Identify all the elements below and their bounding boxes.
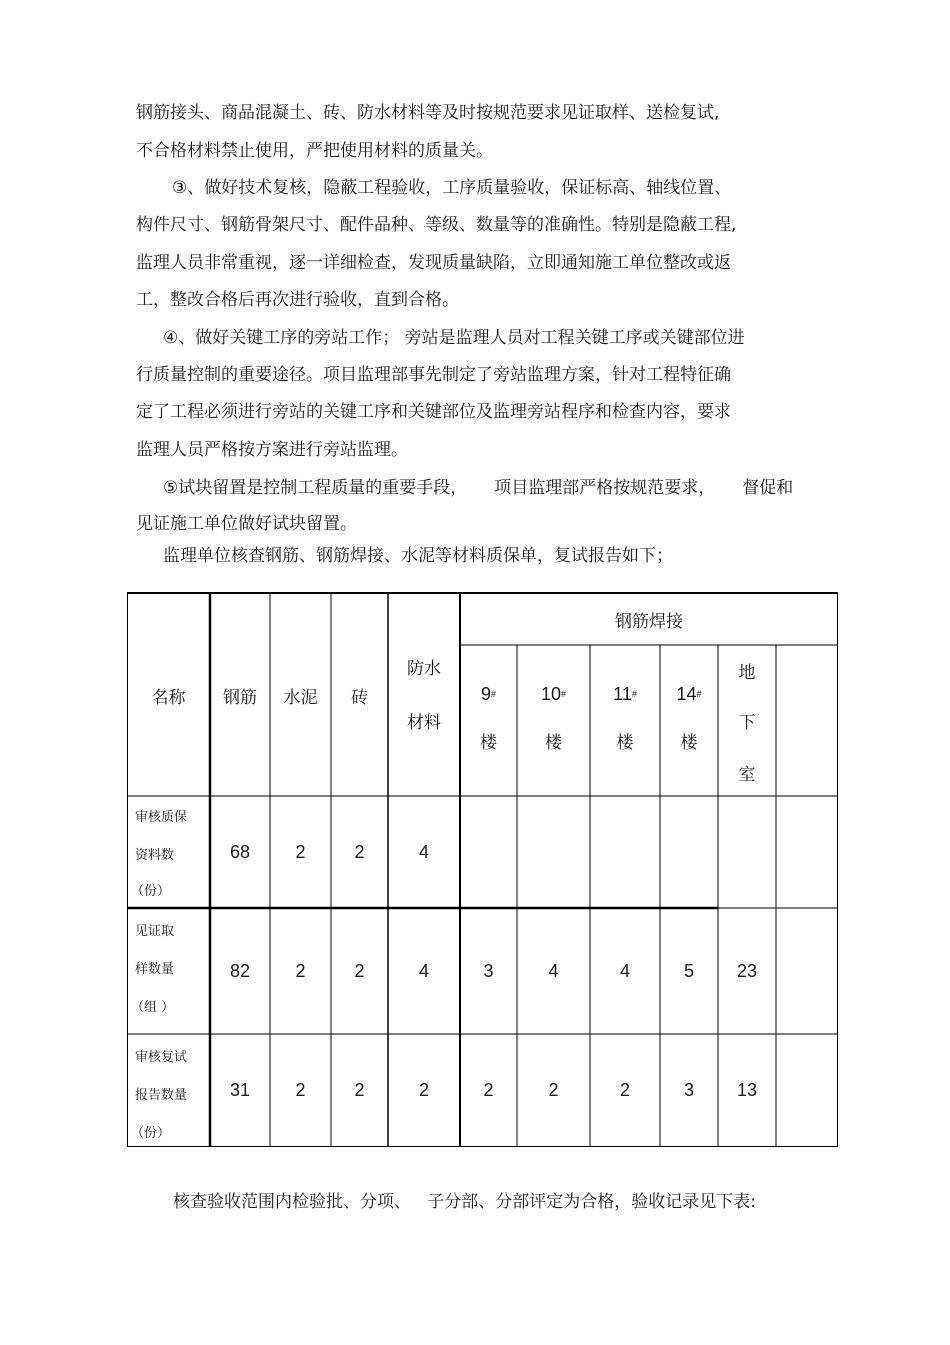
row1-label-line3: （份）: [131, 884, 171, 899]
header-welding: 钢筋焊接: [615, 611, 683, 632]
row1-brick: 2: [354, 841, 365, 862]
row2-building-14: 5: [683, 960, 694, 981]
header-building-14-lou: 楼: [680, 732, 698, 753]
paragraph-line: 定了工程必须进行旁站的关键工序和关键部位及监理旁站程序和检查内容，要求: [136, 402, 731, 422]
row2-waterproof: 4: [418, 960, 429, 981]
header-building-11: 11 #: [613, 683, 637, 704]
row3-cement: 2: [295, 1080, 306, 1100]
paragraph-line: 核查验收范围内检验批、分项、 子分部、分部评定为合格，验收记录见下表:: [173, 1192, 756, 1212]
header-cement: 水泥: [283, 687, 318, 708]
paragraph-line: ③、做好技术复核，隐蔽工程验收，工序质量验收，保证标高、轴线位置、: [172, 178, 732, 198]
header-building-10-lou: 楼: [545, 732, 562, 753]
header-name: 名称: [151, 687, 186, 708]
header-basement-line1: 地: [738, 662, 756, 683]
row1-cement: 2: [295, 841, 306, 862]
row2-building-11: 4: [619, 960, 630, 981]
paragraph-line: 见证施工单位做好试块留置。: [136, 514, 357, 534]
row3-building-11: 2: [619, 1080, 630, 1100]
header-waterproof-line2: 材料: [407, 712, 441, 733]
row1-label-line1: 审核质保: [135, 810, 188, 825]
row3-label-line1: 审核复试: [135, 1050, 188, 1065]
paragraph-line: ④、做好关键工序的旁站工作； 旁站是监理人员对工程关键工序或关键部位进: [163, 328, 745, 348]
paragraph-line: 监理人员严格按方案进行旁站监理。: [136, 440, 408, 460]
row3-building-9: 2: [483, 1080, 494, 1100]
header-building-10: 10 #: [540, 683, 567, 704]
row3-rebar: 31: [229, 1080, 251, 1100]
row2-cement: 2: [295, 960, 306, 981]
paragraph-line: 构件尺寸、钢筋骨架尺寸、配件品种、等级、数量等的准确性。特别是隐蔽工程,: [136, 215, 737, 235]
row1-label-line2: 资料数: [135, 848, 175, 863]
header-waterproof-line1: 防水: [407, 658, 441, 679]
row2-building-9: 3: [483, 960, 494, 981]
row3-building-14: 3: [683, 1080, 694, 1100]
paragraph-line: 工，整改合格后再次进行验收，直到合格。: [136, 290, 459, 310]
paragraph-line: ⑤试块留置是控制工程质量的重要手段， 项目监理部严格按规范要求， 督促和: [163, 478, 794, 498]
header-brick: 砖: [351, 687, 368, 708]
row2-brick: 2: [354, 960, 365, 981]
row3-label-line2: 报告数量: [135, 1088, 188, 1103]
row3-building-10: 2: [548, 1080, 559, 1100]
header-building-14: 14 #: [676, 683, 702, 704]
header-building-9: 9 #: [480, 683, 497, 704]
row1-waterproof: 4: [418, 841, 429, 862]
row3-waterproof: 2: [418, 1080, 429, 1100]
header-rebar: 钢筋: [223, 687, 257, 708]
row2-rebar: 82: [229, 960, 251, 981]
paragraph-line: 钢筋接头、商品混凝土、砖、防水材料等及时按规范要求见证取样、送检复试,: [136, 103, 720, 123]
header-building-11-lou: 楼: [616, 732, 634, 753]
row2-building-10: 4: [548, 960, 559, 981]
row2-label-line2: 样数量: [135, 962, 175, 977]
header-building-9-lou: 楼: [480, 732, 497, 753]
row2-basement: 23: [736, 960, 758, 981]
row3-basement: 13: [736, 1080, 758, 1100]
header-basement-line2: 下: [738, 712, 756, 733]
paragraph-line: 行质量控制的重要途径。项目监理部事先制定了旁站监理方案，针对工程特征确: [136, 365, 731, 385]
paragraph-line: 监理人员非常重视，逐一详细检查，发现质量缺陷，立即通知施工单位整改或返: [136, 253, 731, 273]
row3-label-line3: （份）: [131, 1126, 171, 1141]
row1-rebar: 68: [229, 841, 251, 862]
row3-brick: 2: [354, 1080, 365, 1100]
materials-table: [127, 592, 838, 1147]
paragraph-line: 监理单位核查钢筋、钢筋焊接、水泥等材料质保单，复试报告如下；: [163, 546, 673, 566]
paragraph-line: 不合格材料禁止使用，严把使用材料的质量关。: [136, 141, 493, 161]
row2-label-line1: 见证取: [135, 924, 175, 939]
row2-label-line3: （组 ）: [131, 1000, 175, 1015]
header-basement-line3: 室: [738, 764, 756, 785]
